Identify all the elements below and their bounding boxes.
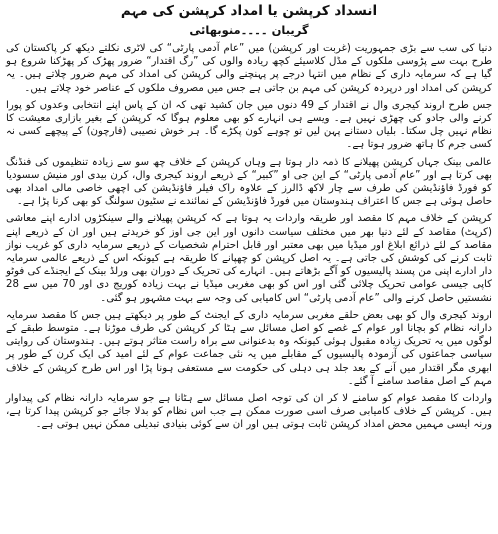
paragraph: عالمی بینک جہاں کرپشن پھیلانے کا ذمہ دار ہوتا ہے وہاں کرپشن کے خلاف چھ سو سے زیادہ تنظیموں کی فنڈنگ بھی کرتا ہے اور ”عام آدمی پارٹی“ کے این جی او ”کبیر“ کے ذریعے اروند کیجری وال، کرن بیدی اور منیش سسودیا کو فورڈ فاؤنڈیشن کی طرف سے چار لاکھ ڈالرز کے علاوہ راک فیلر فاؤنڈیشن کی اچھی خاصی مالی امداد بھی حاصل ہوئی ہے جس کا اعتراف ہندوستان میں فورڈ فاؤنڈیشن کے نمائندے نے سٹیون سولنگ کو بھی کرنا پڑا ہے۔	[6, 156, 492, 208]
article-title: انسداد کرپشن یا امداد کرپشن کی مہم	[120, 3, 378, 19]
article-body	[6, 42, 492, 432]
paragraph: اروند کیجری وال کو بھی بعض حلقے مغربی سرمایہ داری کے ایجنٹ کے طور پر دیکھتے ہیں جس کا مقصد سرمایہ دارانہ نظام کو بچانا اور عوام کے غصے کو اصل مسائل سے ہٹا کر کرپشن کی طرف موڑنا ہے۔ متوسط طبقے کے لوگوں میں یہ تحریک زیادہ مقبول ہوئی کیونکہ وہ بدعنوانی سے براہ راست متاثر ہوتے ہیں۔ ہندوستان کی روایتی سیاسی جماعتوں کی آزمودہ پالیسیوں کے مقابلے میں یہ نئی جماعت عوام کے لئے امید کی ایک کرن کے طور پر ابھری مگر اقتدار میں آنے کے بعد جلد ہی دہلی کی حکومت سے مستعفی ہونا پڑا اور اس طرح کرپشن کے خلاف مہم کے اصل مقاصد سامنے آ گئے۔	[6, 309, 492, 387]
article-byline: گریبان ۔۔۔۔منوبھائی	[189, 23, 309, 37]
paragraph: واردات کا مقصد عوام کو سامنے لا کر ان کی توجہ اصل مسائل سے ہٹانا ہے جو سرمایہ دارانہ نظام کی پیداوار ہیں۔ کرپشن کے خلاف کامیابی صرف اسی صورت ممکن ہے جب اس نظام کو بدلا جائے جو کرپشن پیدا کرتا ہے، ورنہ ایسی مہمیں محض امداد کرپشن ثابت ہوتی ہیں اور ان سے کوئی بنیادی تبدیلی ممکن نہیں ہوتی ہے۔	[6, 393, 492, 431]
paragraph: جس طرح اروند کیجری وال نے اقتدار کے 49 دنوں میں جان کشید تھی کہ ان کے پاس اپنے انتخابی وعدوں کو پورا کرنے والی جادو کی چھڑی نہیں ہے۔ ویسے ہی انہارے کو بھی معلوم ہوگا کہ کرپشن کے بغیر بازاری معیشت کا نظام نہیں چل سکتا۔ بلیاں دستانے پہن لیں تو چوہے کون پکڑے گا۔ ہر خوش نصیبی (فارچون) کے پیچھے کسی نہ کسی جرم کا ہاتھ ضرور ہوتا ہے۔	[6, 99, 492, 151]
paragraph: کرپشن کے خلاف مہم کا مقصد اور طریقہ واردات یہ ہوتا ہے کہ کرپشن پھیلانے والے سینکڑوں ادارے اپنے معاشی (کرپٹ) مقاصد کے لئے دنیا بھر میں مختلف سیاست دانوں اور این جی اوز کو خریدتے ہیں اور ان کے ذریعے اپنے مقاصد کے لئے ذرائع ابلاغ اور میڈیا میں بھی معتبر اور قابل احترام شخصیات کے ذریعے سرمایہ داری کو غریب نواز ثابت کرنے کی کوشش کی جاتی ہے۔ یہ اصل کرپشن کو چھپانے کا طریقہ ہے کیونکہ اس کے ذریعے عالمی سرمایہ دار ادارے اپنی من پسند پالیسیوں کو آگے بڑھاتے ہیں۔ انہارے کی تحریک کے دوران بھی ورلڈ بینک کے ایجنڈے کی فوٹو کاپی جیسی عوامی تحریک چلائی گئی اور اس کو بھی مغربی میڈیا نے بہت زیادہ کوریج دی اور 70 میں سے 28 نشستیں حاصل کرنے والی ”عام آدمی پارٹی“ اس کامیابی کی وجہ سے بہت مشہور ہو گئی۔	[6, 213, 492, 304]
paragraph: دنیا کی سب سے بڑی جمہوریت (غربت اور کرپشن) میں ”عام آدمی پارٹی“ کی لاٹری نکلتے دیکھ کر پاکستان کی طرح بہت سے پڑوسی ملکوں کے مڈل کلاسیئے کچھ ریادہ والوں کی ”رگ اقتدار“ ضرور پھڑک کر پھڑکنا شروع ہو گیا ہے کہ سرمایہ داری کے نظام میں انتہا درجے پر پہنچنے والی کرپشن کی امداد کی مہم ضرور چلاتے ہیں۔ یہ کرپشن کی امداد اور درپردہ کرپشن کی مہم بن جاتی ہے جس میں مصروف ملکوں کے عناصر خود چلاتے ہیں۔	[6, 43, 492, 94]
